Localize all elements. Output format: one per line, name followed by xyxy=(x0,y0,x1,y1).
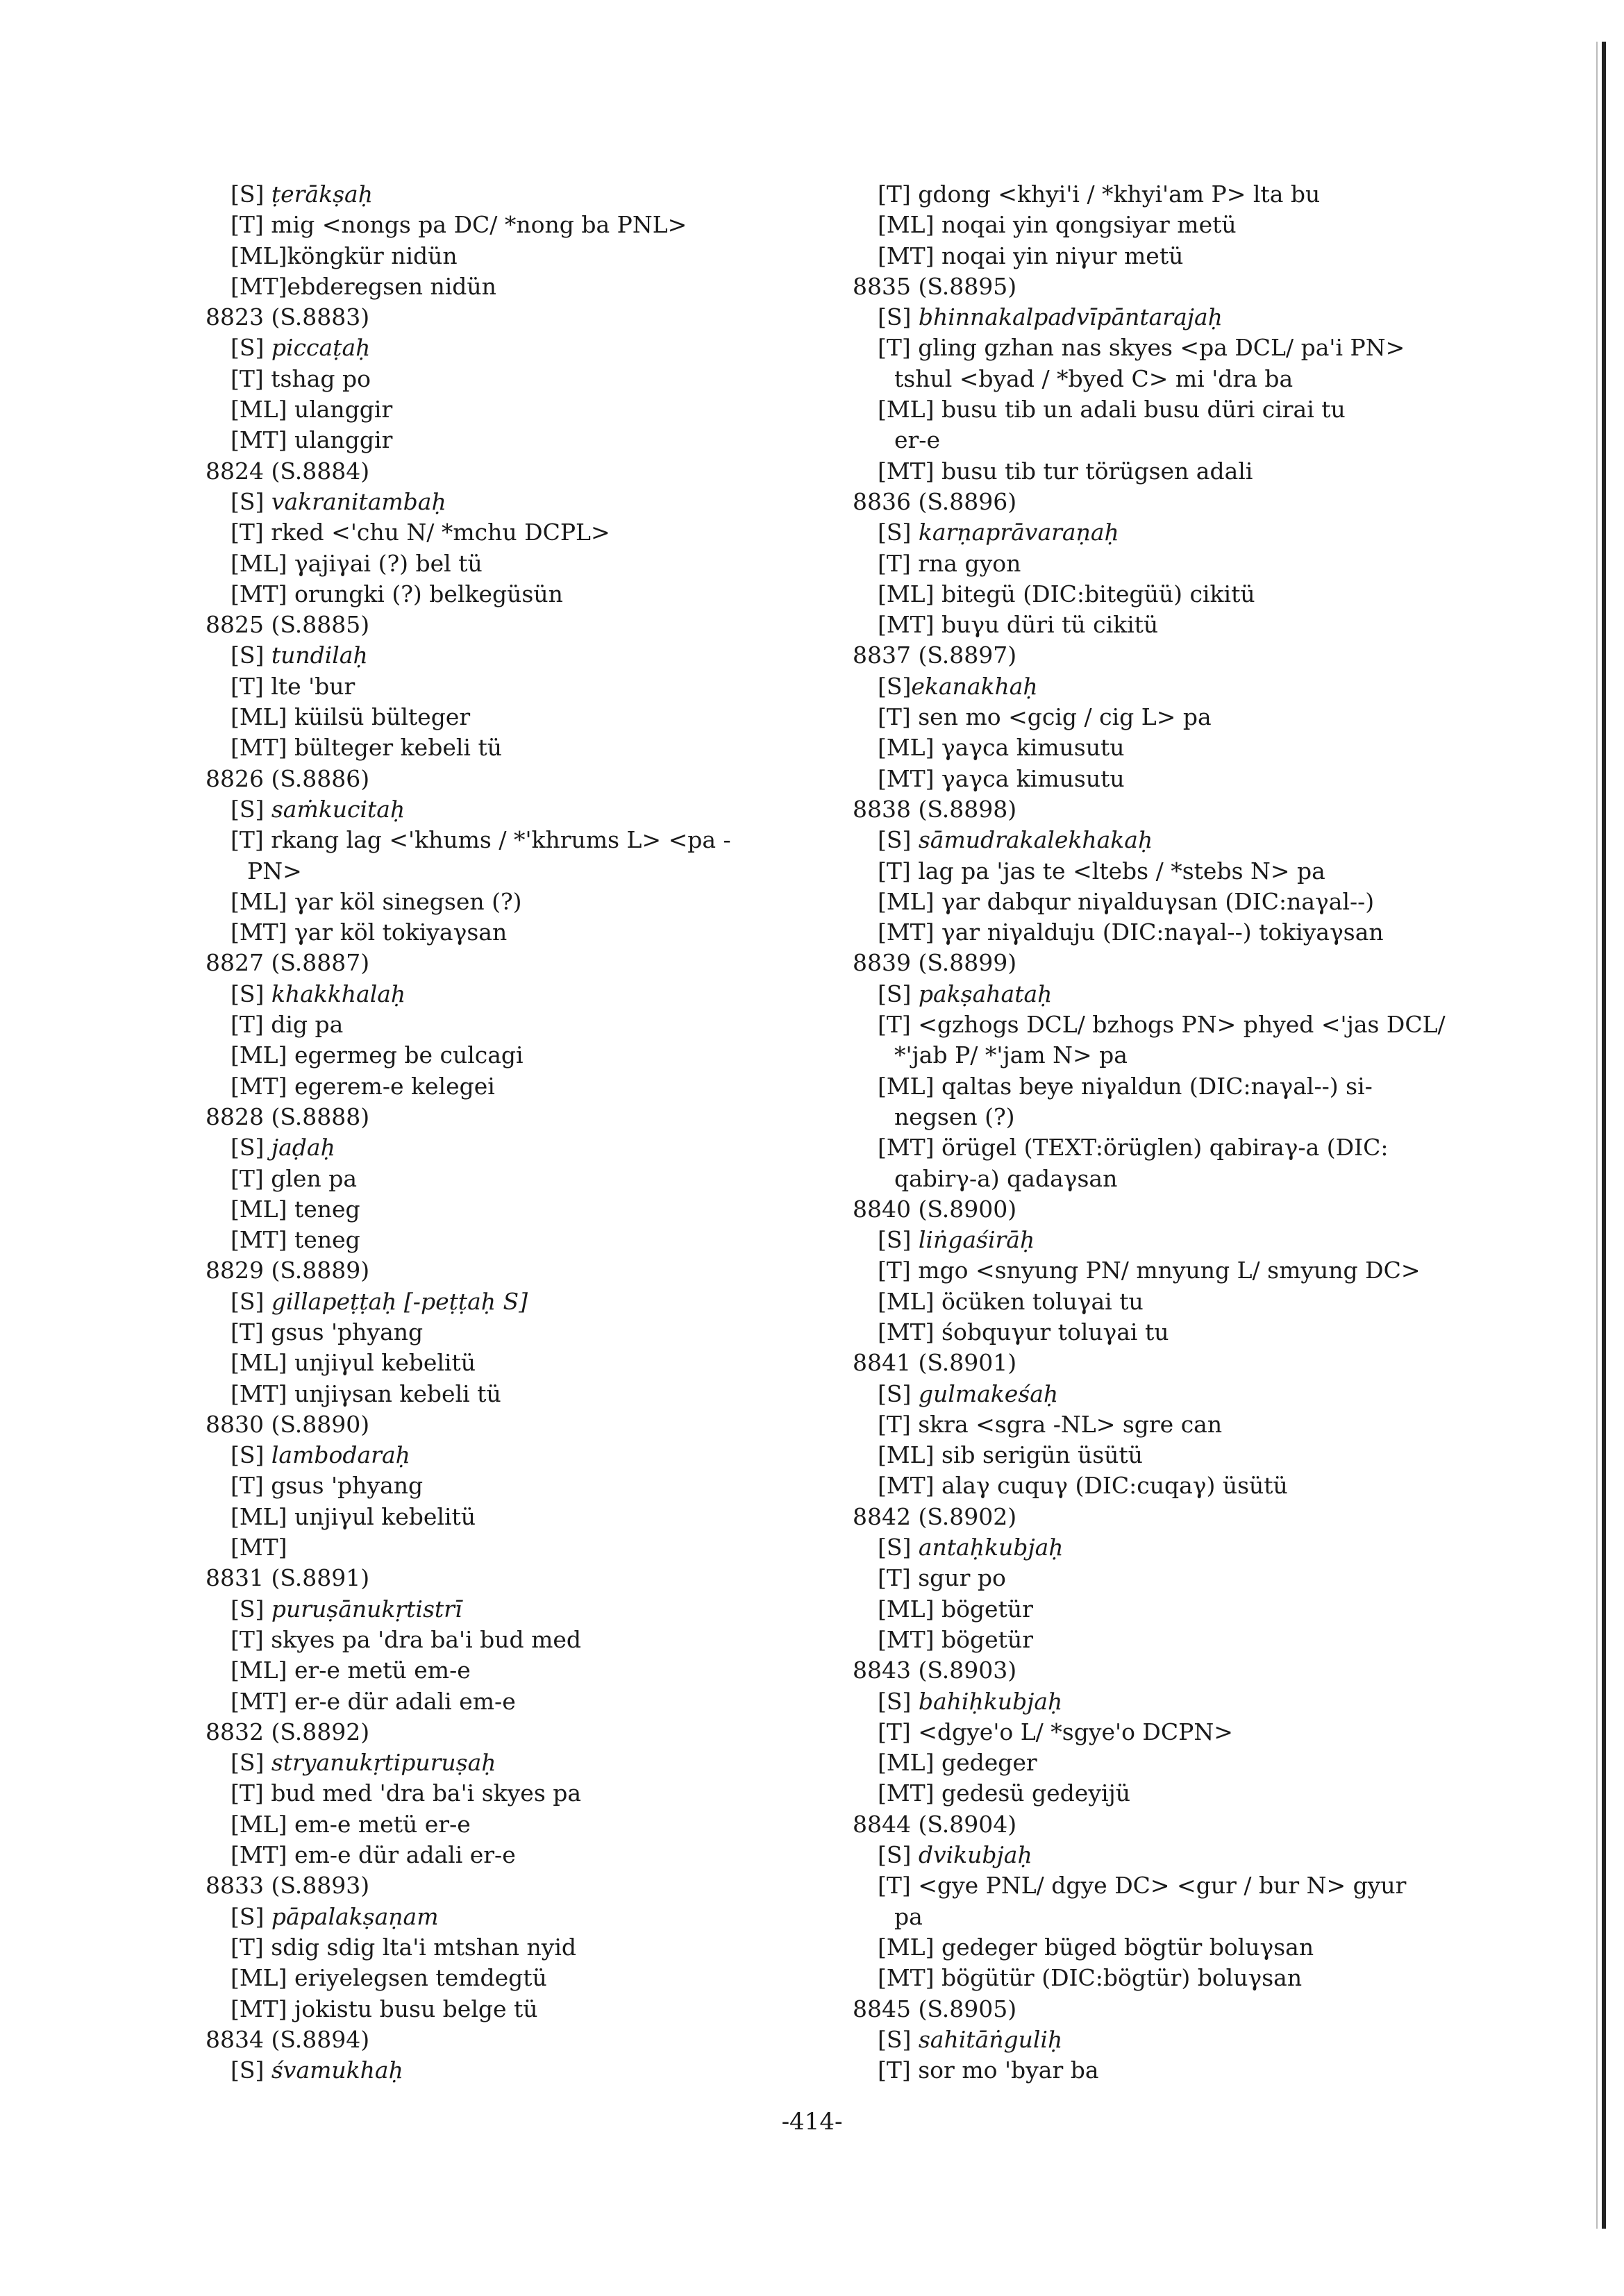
entry-field xyxy=(206,1902,830,1932)
field-label: [S] xyxy=(878,303,919,331)
entry-field: [T] gdong <khyi'i / *khyi'am P> lta bu xyxy=(878,181,1321,208)
entry-field: [ML] sib serigün üsütü xyxy=(878,1441,1143,1469)
entry-field xyxy=(206,1748,830,1778)
entry-field: [MT] bögetür xyxy=(878,1625,1033,1653)
entry-continuation: er-e xyxy=(894,426,940,454)
sanskrit-term: jaḍaḥ xyxy=(271,1134,335,1162)
entry-number: 8830 (S.8890) xyxy=(206,1410,370,1438)
entry-field: [T] mgo <snyung PN/ mnyung L/ smyung DC> xyxy=(878,1257,1421,1284)
entry-field xyxy=(853,825,1471,855)
entry-field: [ML] eriyelegsen temdegtü xyxy=(231,1964,547,1992)
entry-number: 8835 (S.8895) xyxy=(853,272,1017,300)
entry-field xyxy=(206,640,830,671)
entry-field: [MT] er-e dür adali em-e xyxy=(231,1687,516,1715)
entry-field: [MT] örügel (TEXT:örüglen) qabiraγ-a (DIC: xyxy=(878,1134,1389,1162)
entry-number: 8828 (S.8888) xyxy=(206,1103,370,1130)
entry-field: [ML] ulanggir xyxy=(231,396,393,424)
page-number: -414- xyxy=(781,2108,843,2136)
entry-field: [T] <gzhogs DCL/ bzhogs PN> phyed <'jas DCL/ xyxy=(878,1011,1446,1039)
entry-field: [T] tshag po xyxy=(231,364,371,392)
entry-field xyxy=(206,179,830,210)
entry-field: [MT] γar köl tokiyaγsan xyxy=(231,919,508,946)
field-label: [S] xyxy=(878,1226,919,1254)
sanskrit-term: tundilaḥ xyxy=(271,642,368,669)
entry-field: [T] sen mo <gcig / cig L> pa xyxy=(878,703,1212,731)
entry-number: 8832 (S.8892) xyxy=(206,1718,370,1745)
field-label: [S] xyxy=(231,1134,271,1162)
entry-field: [MT] xyxy=(231,1534,287,1561)
entry-field xyxy=(853,1379,1471,1409)
field-label: [S] xyxy=(231,334,271,362)
field-label: [S] xyxy=(231,2056,271,2084)
left-column xyxy=(206,179,830,2086)
entry-number: 8838 (S.8898) xyxy=(853,795,1017,823)
entry-number: 8826 (S.8886) xyxy=(206,764,370,792)
field-label: [S] xyxy=(231,1595,271,1623)
entry-continuation: qabirγ-a) qadaγsan xyxy=(894,1164,1118,1192)
entry-field: [T] rkang lag <'khums / *'khrums L> <pa - xyxy=(231,826,731,854)
field-label: [S] xyxy=(231,795,271,823)
entry-field xyxy=(206,2055,830,2086)
entry-field: [ML]köngkür nidün xyxy=(231,242,458,269)
entry-field xyxy=(206,487,830,517)
field-label: [S] xyxy=(878,1534,919,1561)
entry-field xyxy=(853,1840,1471,1870)
sanskrit-term: pakṣahataḥ xyxy=(918,980,1053,1007)
sanskrit-term: karṇaprāvaraṇaḥ xyxy=(918,519,1119,546)
sanskrit-term: lambodaraḥ xyxy=(271,1441,410,1469)
entry-field: [T] bud med 'dra ba'i skyes pa xyxy=(231,1779,582,1807)
field-label: [S] xyxy=(231,1749,271,1777)
entry-field: [MT] ulanggir xyxy=(231,426,393,454)
sanskrit-term: ekanakhaḥ xyxy=(911,672,1038,700)
entry-continuation: negsen (?) xyxy=(894,1103,1015,1130)
entry-number: 8839 (S.8899) xyxy=(853,949,1017,977)
entry-field: [ML] gedeger xyxy=(878,1749,1037,1777)
field-label: [S] xyxy=(231,487,271,515)
entry-field: [T] gsus 'phyang xyxy=(231,1472,424,1500)
entry-field: [T] <gye PNL/ dgye DC> <gur / bur N> gyur xyxy=(878,1872,1407,1900)
entry-field xyxy=(206,794,830,825)
entry-field: [ML] em-e metü er-e xyxy=(231,1810,471,1838)
entry-field: [T] sdig sdig lta'i mtshan nyid xyxy=(231,1933,577,1961)
entry-field: [MT] teneg xyxy=(231,1226,360,1254)
entry-field: [ML] er-e metü em-e xyxy=(231,1657,471,1684)
entry-field xyxy=(853,2025,1471,2055)
entry-field: [MT] bögütür (DIC:bögtür) boluγsan xyxy=(878,1964,1303,1992)
entry-field: [ML] unjiγul kebelitü xyxy=(231,1349,476,1377)
entry-number: 8845 (S.8905) xyxy=(853,1995,1017,2022)
field-label: [S] xyxy=(878,1380,919,1407)
sanskrit-term: śvamukhaḥ xyxy=(271,2056,403,2084)
entry-field xyxy=(206,1287,830,1317)
entry-field xyxy=(853,1532,1471,1563)
entry-field xyxy=(853,517,1471,548)
field-label: [S] xyxy=(231,980,271,1007)
entry-field: [T] gling gzhan nas skyes <pa DCL/ pa'i PN> xyxy=(878,334,1405,362)
sanskrit-term: antaḥkubjaḥ xyxy=(918,1534,1064,1561)
sanskrit-term: liṅgaśirāḥ xyxy=(918,1226,1035,1254)
entry-field xyxy=(853,671,1471,702)
entry-field: [T] mig <nongs pa DC/ *nong ba PNL> xyxy=(231,211,687,239)
entry-field: [MT] noqai yin niγur metü xyxy=(878,242,1184,269)
entry-number: 8824 (S.8884) xyxy=(206,457,370,485)
sanskrit-term: pāpalakṣaṇam xyxy=(271,1902,439,1930)
entry-field: [MT] alaγ cuquγ (DIC:cuqaγ) üsütü xyxy=(878,1472,1288,1500)
field-label: [S] xyxy=(878,519,919,546)
entry-field xyxy=(206,1440,830,1470)
entry-field: [ML] γajiγai (?) bel tü xyxy=(231,549,483,577)
entry-number: 8825 (S.8885) xyxy=(206,611,370,639)
field-label: [S] xyxy=(231,1902,271,1930)
entry-number: 8823 (S.8883) xyxy=(206,303,370,331)
sanskrit-term: gulmakeśaḥ xyxy=(918,1380,1059,1407)
entry-number: 8833 (S.8893) xyxy=(206,1872,370,1900)
entry-field: [ML] busu tib un adali busu düri cirai tu xyxy=(878,396,1346,424)
sanskrit-term: sahitāṅguliḥ xyxy=(918,2025,1063,2053)
entry-number: 8829 (S.8889) xyxy=(206,1257,370,1284)
entry-field: [ML] küilsü bülteger xyxy=(231,703,471,731)
entry-number: 8837 (S.8897) xyxy=(853,642,1017,669)
entry-field: [T] lag pa 'jas te <ltebs / *stebs N> pa xyxy=(878,857,1325,885)
sanskrit-term: stryanukṛtipuruṣaḥ xyxy=(271,1749,496,1777)
entry-field: [ML] öcüken toluγai tu xyxy=(878,1287,1144,1315)
entry-field: [MT] γaγca kimusutu xyxy=(878,764,1125,792)
sanskrit-term: piccaṭaḥ xyxy=(271,334,371,362)
entry-field: [ML] γar köl sinegsen (?) xyxy=(231,887,522,915)
field-label: [S] xyxy=(231,642,271,669)
entry-field: [MT] γar niγalduju (DIC:naγal--) tokiyaγsan xyxy=(878,919,1384,946)
scan-edge xyxy=(1602,42,1606,2229)
entry-field: [T] skra <sgra -NL> sgre can xyxy=(878,1410,1223,1438)
sanskrit-term: dvikubjaḥ xyxy=(918,1841,1032,1869)
sanskrit-term: gillapeṭṭaḥ [-peṭṭaḥ S] xyxy=(271,1287,528,1315)
entry-continuation: PN> xyxy=(247,857,302,885)
entry-number: 8836 (S.8896) xyxy=(853,487,1017,515)
entry-field xyxy=(206,1132,830,1163)
entry-field: [MT] bülteger kebeli tü xyxy=(231,734,502,762)
entry-field xyxy=(853,979,1471,1009)
entry-field: [T] sor mo 'byar ba xyxy=(878,2056,1099,2084)
entry-continuation: pa xyxy=(894,1902,923,1930)
entry-field: [ML] bitegü (DIC:bitegüü) cikitü xyxy=(878,580,1255,607)
sanskrit-term: puruṣānukṛtistrī xyxy=(271,1595,462,1623)
entry-field: [MT] unjiγsan kebeli tü xyxy=(231,1380,501,1407)
entry-field xyxy=(206,333,830,363)
entry-number: 8844 (S.8904) xyxy=(853,1810,1017,1838)
entry-field: [ML] teneg xyxy=(231,1195,360,1223)
entry-continuation: tshul <byad / *byed C> mi 'dra ba xyxy=(894,364,1294,392)
entry-field xyxy=(206,1594,830,1625)
entry-field: [T] glen pa xyxy=(231,1164,357,1192)
sanskrit-term: sāmudrakalekhakaḥ xyxy=(918,826,1153,854)
entry-field xyxy=(206,979,830,1009)
field-label: [S] xyxy=(878,1687,919,1715)
entry-field: [ML] noqai yin qongsiyar metü xyxy=(878,211,1237,239)
entry-field: [T] <dgye'o L/ *sgye'o DCPN> xyxy=(878,1718,1233,1745)
entry-number: 8843 (S.8903) xyxy=(853,1657,1017,1684)
sanskrit-term: ṭerākṣaḥ xyxy=(271,181,373,208)
entry-field: [ML] qaltas beye niγaldun (DIC:naγal--) si- xyxy=(878,1072,1373,1100)
entry-field: [MT] em-e dür adali er-e xyxy=(231,1841,516,1869)
entry-field: [ML] γar dabqur niγalduγsan (DIC:naγal--) xyxy=(878,887,1375,915)
sanskrit-term: khakkhalaḥ xyxy=(271,980,406,1007)
scan-edge-shadow xyxy=(1596,42,1598,2229)
entry-field: [ML] unjiγul kebelitü xyxy=(231,1502,476,1530)
entry-number: 8834 (S.8894) xyxy=(206,2025,370,2053)
entry-field xyxy=(853,302,1471,333)
sanskrit-term: saṁkucitaḥ xyxy=(271,795,405,823)
field-label: [S] xyxy=(231,1287,271,1315)
entry-field: [T] skyes pa 'dra ba'i bud med xyxy=(231,1625,582,1653)
field-label: [S] xyxy=(878,1841,919,1869)
entry-number: 8831 (S.8891) xyxy=(206,1564,370,1592)
entry-continuation: *'jab P/ *'jam N> pa xyxy=(894,1041,1128,1069)
entry-number: 8827 (S.8887) xyxy=(206,949,370,977)
entry-field xyxy=(853,1686,1471,1717)
field-label: [S] xyxy=(878,826,919,854)
entry-field: [MT]ebderegsen nidün xyxy=(231,272,496,300)
entry-field: [MT] egerem-e kelegei xyxy=(231,1072,495,1100)
entry-field: [T] rked <'chu N/ *mchu DCPL> xyxy=(231,519,610,546)
entry-field xyxy=(853,1225,1471,1255)
entry-field: [T] gsus 'phyang xyxy=(231,1318,424,1346)
entry-field: [MT] śobquγur toluγai tu xyxy=(878,1318,1169,1346)
field-label: [S] xyxy=(231,181,271,208)
entry-number: 8840 (S.8900) xyxy=(853,1195,1017,1223)
entry-field: [T] sgur po xyxy=(878,1564,1006,1592)
entry-field: [MT] gedesü gedeyijü xyxy=(878,1779,1131,1807)
entry-field: [ML] bögetür xyxy=(878,1595,1033,1623)
entry-field: [ML] gedeger büged bögtür boluγsan xyxy=(878,1933,1314,1961)
sanskrit-term: bahiḥkubjaḥ xyxy=(918,1687,1063,1715)
entry-field: [MT] busu tib tur törügsen adali xyxy=(878,457,1253,485)
entry-field: [MT] jokistu busu belge tü xyxy=(231,1995,538,2022)
entry-field: [T] rna gyon xyxy=(878,549,1021,577)
entry-field: [T] lte 'bur xyxy=(231,672,355,700)
right-column xyxy=(853,179,1471,2086)
field-label: [S] xyxy=(231,1441,271,1469)
entry-number: 8841 (S.8901) xyxy=(853,1349,1017,1377)
entry-number: 8842 (S.8902) xyxy=(853,1502,1017,1530)
entry-field: [MT] orungki (?) belkegüsün xyxy=(231,580,563,607)
entry-field: [ML] γaγca kimusutu xyxy=(878,734,1125,762)
entry-field: [T] dig pa xyxy=(231,1011,344,1039)
entry-field: [ML] egermeg be culcagi xyxy=(231,1041,524,1069)
sanskrit-term: vakranitambaḥ xyxy=(271,487,446,515)
field-label: [S] xyxy=(878,2025,919,2053)
sanskrit-term: bhinnakalpadvīpāntarajaḥ xyxy=(918,303,1223,331)
entry-field: [MT] buγu düri tü cikitü xyxy=(878,611,1159,639)
field-label: [S] xyxy=(878,672,912,700)
field-label: [S] xyxy=(878,980,919,1007)
